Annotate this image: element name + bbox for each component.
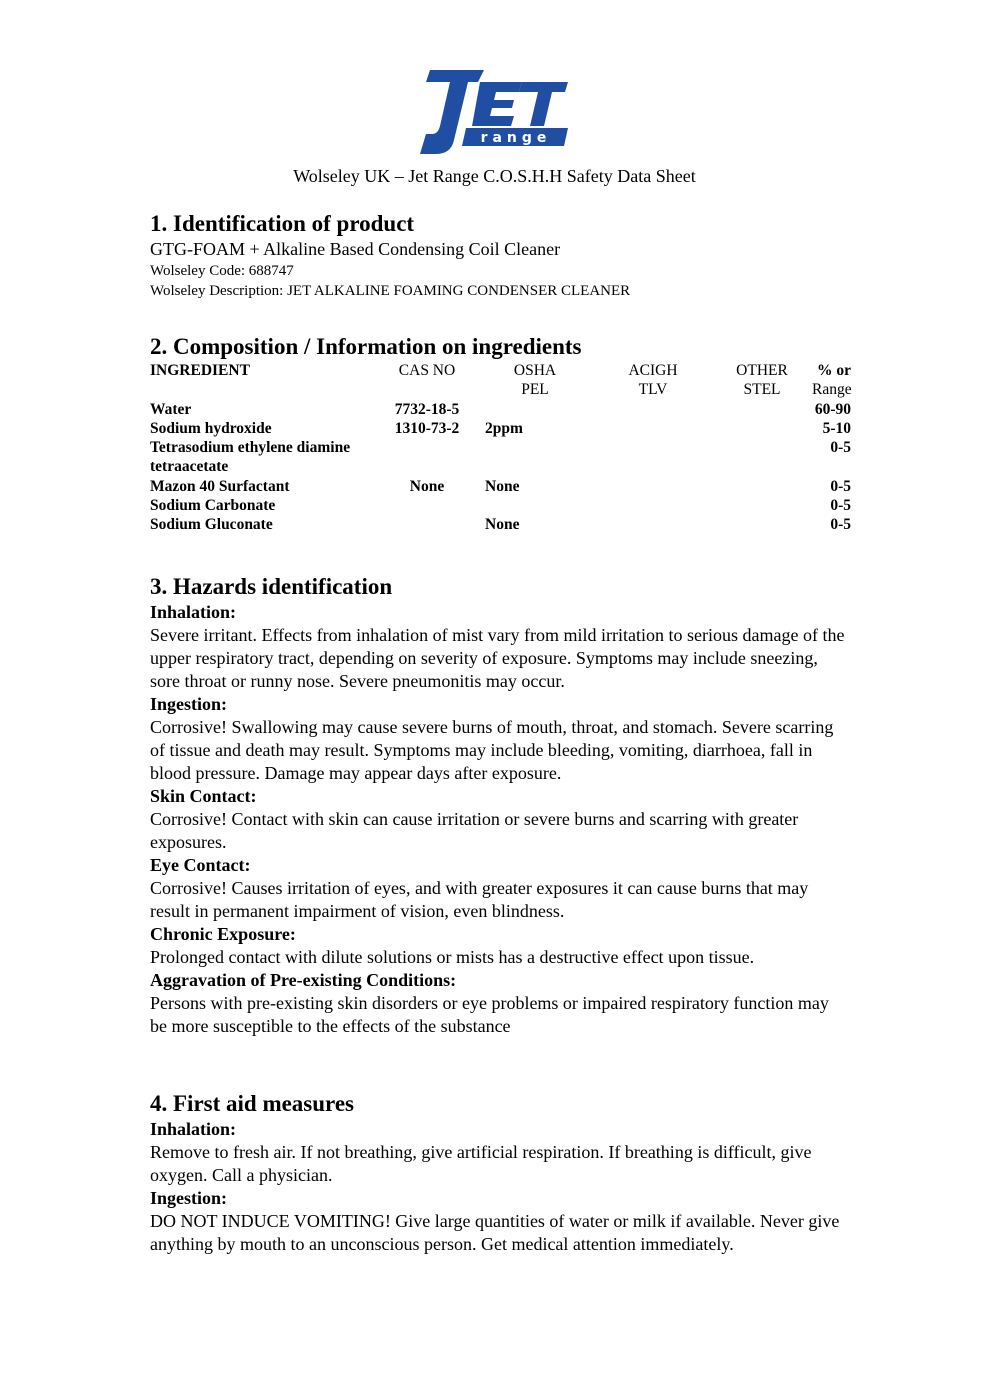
ingredient-name: Sodium Gluconate <box>150 516 273 534</box>
section-identification <box>150 210 850 301</box>
table-row <box>150 438 851 477</box>
table-row <box>150 419 851 438</box>
section-1-heading: 1. Identification of product <box>150 211 415 236</box>
ingredient-name: Water <box>150 400 192 418</box>
section-hazards <box>150 573 850 1038</box>
percent-range: 0-5 <box>830 477 851 495</box>
document-title: Wolseley UK – Jet Range C.O.S.H.H Safety Data Sheet <box>293 166 696 186</box>
col-other-line2: STEL <box>743 381 781 399</box>
col-acigh-line2: TLV <box>638 381 668 399</box>
col-percent <box>812 361 851 400</box>
firstaid-ingestion-title: Ingestion: <box>150 1187 228 1208</box>
product-name: GTG-FOAM + Alkaline Based Condensing Coil Cleaner <box>150 239 561 259</box>
hazard-chronic-title: Chronic Exposure: <box>150 923 296 944</box>
ingredient-name: Sodium Carbonate <box>150 497 276 515</box>
osha-pel <box>476 400 594 419</box>
acigh-tlv <box>594 515 712 534</box>
cas-number: 7732-18-5 <box>394 400 460 418</box>
percent-range: 60-90 <box>814 400 851 418</box>
hazard-eye-text: Corrosive! Causes irritation of eyes, and with greater exposures it can cause burns that may result in permanent impairment of vision, even blindness. <box>150 877 809 921</box>
other-stel <box>712 496 812 515</box>
other-stel <box>712 477 812 496</box>
hazard-skin-text: Corrosive! Contact with skin can cause irritation or severe burns and scarring with greater exposures. <box>150 808 799 852</box>
table-row <box>150 400 851 419</box>
col-percent-line2: Range <box>812 381 852 399</box>
other-stel <box>712 400 812 419</box>
section-2-heading: 2. Composition / Information on ingredients <box>150 334 582 359</box>
logo-range-text: range <box>480 130 552 146</box>
hazard-inhalation-title: Inhalation: <box>150 601 237 622</box>
wolseley-code: Wolseley Code: 688747 <box>150 263 294 279</box>
osha-pel <box>476 438 594 477</box>
percent-range: 5-10 <box>822 419 851 437</box>
table-row <box>150 477 851 496</box>
cas-number: None <box>409 477 445 495</box>
hazard-inhalation-text: Severe irritant. Effects from inhalation of mist vary from mild irritation to serious damage of the upper respiratory tract, depending on severity of exposure. Symptoms may include sneezing, sore throat or runny nose. Severe pneumonitis may occur. <box>150 624 845 691</box>
percent-range: 0-5 <box>830 516 851 534</box>
wolseley-description: Wolseley Description: JET ALKALINE FOAMING CONDENSER CLEANER <box>150 283 631 299</box>
acigh-tlv <box>594 496 712 515</box>
osha-pel: None <box>485 516 520 534</box>
percent-range: 0-5 <box>830 439 851 457</box>
firstaid-inhalation-text: Remove to fresh air. If not breathing, give artificial respiration. If breathing is difficult, give oxygen. Call a physician. <box>150 1141 812 1185</box>
section-first-aid <box>150 1090 850 1256</box>
hazard-aggravation-text: Persons with pre-existing skin disorders or eye problems or impaired respiratory function may be more susceptible to the effects of the substance <box>150 992 829 1036</box>
hazard-ingestion-text: Corrosive! Swallowing may cause severe burns of mouth, throat, and stomach. Severe scarring of tissue and death may result. Symptoms may include bleeding, vomiting, diarrhoea, fall in blood pressure. Damage may appear days after exposure. <box>150 716 834 783</box>
other-stel <box>712 438 812 477</box>
col-other-line1: OTHER <box>736 362 788 379</box>
section-4-heading: 4. First aid measures <box>150 1090 355 1116</box>
other-stel <box>712 419 812 438</box>
osha-pel: None <box>485 477 520 495</box>
other-stel <box>712 515 812 534</box>
section-composition <box>150 333 850 535</box>
section-3-heading: 3. Hazards identification <box>150 573 393 599</box>
ingredients-table <box>150 361 851 535</box>
acigh-tlv <box>594 419 712 438</box>
table-header-row <box>150 361 851 400</box>
table-row <box>150 496 851 515</box>
cas-number <box>378 515 476 534</box>
table-row <box>150 515 851 534</box>
cas-number: 1310-73-2 <box>394 419 460 437</box>
col-osha <box>476 361 594 400</box>
col-osha-line1: OSHA <box>513 362 557 379</box>
document-body <box>150 210 850 1256</box>
acigh-tlv <box>594 400 712 419</box>
osha-pel: 2ppm <box>485 419 523 437</box>
acigh-tlv <box>594 438 712 477</box>
col-osha-line2: PEL <box>521 381 549 399</box>
firstaid-ingestion-text: DO NOT INDUCE VOMITING! Give large quantities of water or milk if available. Never give anything by mouth to an unconscious person. Get medical attention immediately. <box>150 1210 840 1254</box>
col-ingredient: INGREDIENT <box>150 362 250 379</box>
percent-range: 0-5 <box>830 497 851 515</box>
cas-number <box>378 438 476 477</box>
jet-range-logo <box>418 62 570 162</box>
col-percent-line1: % or <box>816 362 851 379</box>
hazard-chronic-text: Prolonged contact with dilute solutions or mists has a destructive effect upon tissue. <box>150 946 755 967</box>
ingredient-name: Sodium hydroxide <box>150 419 272 437</box>
ingredient-name: Tetrasodium ethylene diamine tetraacetate <box>150 439 351 476</box>
col-acigh <box>594 361 712 400</box>
hazard-eye-title: Eye Contact: <box>150 854 251 875</box>
firstaid-inhalation-title: Inhalation: <box>150 1118 237 1139</box>
ingredient-name: Mazon 40 Surfactant <box>150 477 290 495</box>
osha-pel <box>476 496 594 515</box>
hazard-ingestion-title: Ingestion: <box>150 693 228 714</box>
hazard-skin-title: Skin Contact: <box>150 785 257 806</box>
col-acigh-line1: ACIGH <box>628 362 678 379</box>
acigh-tlv <box>594 477 712 496</box>
hazard-aggravation-title: Aggravation of Pre-existing Conditions: <box>150 969 457 990</box>
cas-number <box>378 496 476 515</box>
col-cas: CAS NO <box>398 362 456 379</box>
col-other <box>712 361 812 400</box>
